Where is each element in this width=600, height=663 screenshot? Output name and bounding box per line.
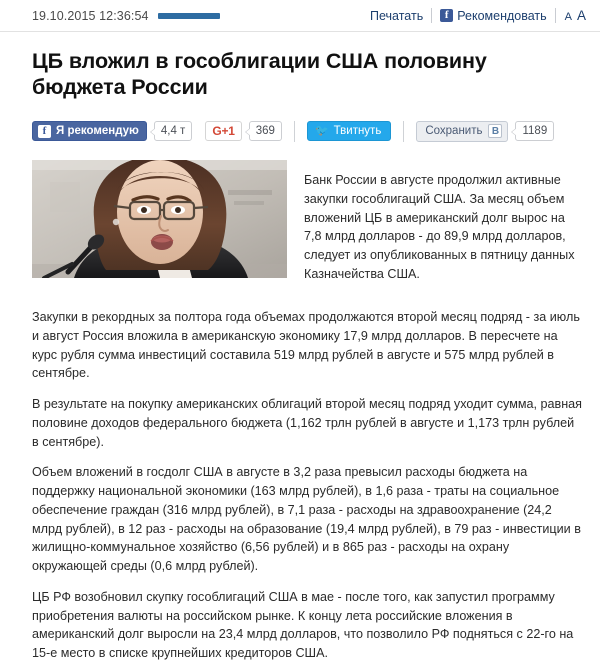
publish-timestamp: 19.10.2015 12:36:54: [32, 8, 149, 23]
twitter-share-button[interactable]: [307, 121, 391, 141]
article-topbar: [0, 0, 600, 32]
topbar-right-group: [362, 8, 586, 23]
font-size-controls: [556, 8, 586, 23]
article-photo: [32, 160, 287, 278]
page-title: ЦБ вложил в гособлигации США половину бюджета России: [32, 49, 487, 100]
article-paragraph: Закупки в рекордных за полтора года объемах продолжаются второй месяц подряд - за июль и август Россия вложила в американскую экономику 17,9 млрд долларов. В пересчете на курс рубля сумма инвестиций составила 519 млрд рублей в августе и 575 млрд рублей в сентябре.: [32, 310, 580, 381]
vk-save-button[interactable]: [416, 121, 508, 142]
facebook-icon: f: [38, 125, 51, 138]
facebook-share-group: [32, 121, 192, 141]
twitter-share-label: Твитнуть: [333, 125, 382, 138]
article-paragraph: ЦБ РФ возобновил скупку гособлигаций США в мае - после того, как запустил программу приобретения валюты на российском рынке. К концу лета российские вложения в американский долг выросли на 23,4 млрд долларов, что позволило РФ подняться с 22-го на 15-е место в списке крупнейших кредиторов США.: [32, 589, 574, 661]
font-size-decrease-button[interactable]: A: [564, 11, 572, 23]
google-plus-button[interactable]: [205, 121, 241, 141]
article-lead-block: [32, 158, 582, 296]
vk-icon: B: [488, 124, 502, 138]
social-share-bar: [0, 100, 600, 144]
vk-share-count: 1189: [515, 121, 554, 141]
share-divider-2: [403, 121, 404, 142]
article-lead-paragraph: Банк России в августе продолжил активные закупки гособлигаций США. За месяц объем вложений ЦБ в американский долг вырос на 7,8 млрд долларов - до 89,9 млрд долларов, следует из опубликованных в пятницу данных Казначейства США.: [304, 173, 575, 281]
google-plus-share-count: 369: [249, 121, 282, 141]
facebook-recommend-link[interactable]: [432, 9, 554, 23]
vk-save-label: Сохранить: [425, 125, 483, 138]
article-paragraph: В результате на покупку американских облигаций второй месяц подряд уходит сумма, равная половине доходов федерального бюджета (1,162 трлн рублей в августе и 1,173 трлн рублей в сентябре).: [32, 397, 582, 449]
twitter-bird-icon: 🐦: [314, 124, 329, 137]
google-plus-label: G+1: [212, 124, 235, 139]
facebook-recommend-button-label: Я рекомендую: [56, 125, 139, 138]
print-link[interactable]: Печатать: [370, 8, 424, 23]
facebook-share-count: 4,4 т: [154, 121, 192, 141]
photo-illustration: [32, 160, 287, 278]
font-size-increase-button[interactable]: A: [576, 8, 586, 23]
share-divider-1: [294, 121, 295, 142]
facebook-icon: f: [440, 9, 453, 22]
vk-share-group: [416, 121, 554, 142]
article-paragraph: Объем вложений в госдолг США в августе в 3,2 раза превысил расходы бюджета на поддержку национальной экономики (163 млрд рублей), в 1,6 раза - траты на социальное обеспечение граждан (316 млрд рублей), в 7,1 раза - расходы на здравоохранение (24,2 млрд рублей), в 12 раз - расходы на образование (19,4 млрд рублей), в 79 раз - инвестиции в жилищно-коммунальное хозяйство (6,56 рублей) и в 865 раз - расходы на охрану окружающей среды (0,6 млрд рублей).: [32, 465, 581, 574]
article-body: [0, 144, 600, 662]
topbar-left-group: [32, 9, 362, 23]
facebook-recommend-button[interactable]: [32, 121, 147, 141]
twitter-share-group: [307, 121, 391, 141]
accent-bar: [158, 13, 220, 19]
facebook-recommend-label: Рекомендовать: [457, 8, 547, 23]
google-plus-share-group: [192, 121, 282, 141]
